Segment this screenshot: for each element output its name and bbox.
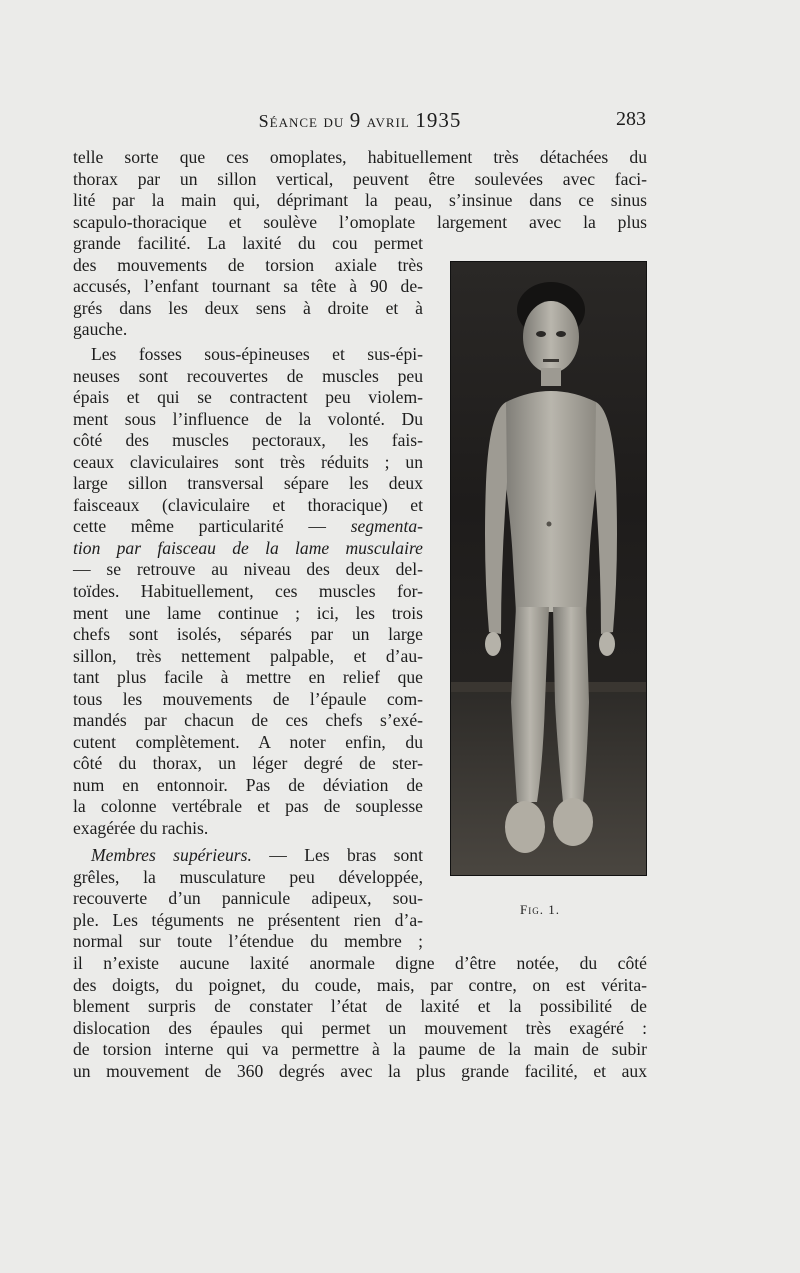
section-heading: Membres supérieurs. xyxy=(91,845,252,865)
text-line: grêles, la musculature peu développée, xyxy=(73,866,423,887)
text-line: exagérée du rachis. xyxy=(73,818,209,839)
page-number: 283 xyxy=(616,108,646,130)
text-line: un mouvement de 360 degrés avec la plus grande facilité, et aux xyxy=(73,1060,647,1081)
paragraph-3 xyxy=(73,845,423,953)
text-line: blement surpris de constater l’état de laxité et la possibilité de xyxy=(73,996,647,1017)
photograph-child-standing xyxy=(451,262,646,875)
paragraph-1 xyxy=(73,147,647,233)
text-line: tant plus facile à mettre en relief que xyxy=(73,667,423,688)
text-line xyxy=(73,845,423,867)
text-line: ple. Les téguments ne présentent rien d’a- xyxy=(73,909,423,930)
text-line: thorax par un sillon vertical, peuvent être soulevées avec faci- xyxy=(73,168,647,189)
text-line xyxy=(73,516,423,538)
text-line: toïdes. Habituellement, ces muscles for- xyxy=(73,581,423,602)
text-line: tous les mouvements de l’épaule com- xyxy=(73,688,423,709)
text-line: telle sorte que ces omoplates, habituellement très détachées du xyxy=(73,147,647,167)
header-year: 1935 xyxy=(415,108,462,132)
text-line: ment sous l’influence de la volonté. Du xyxy=(73,408,423,429)
text-line: num en entonnoir. Pas de déviation de xyxy=(73,774,423,795)
text-line: côté des muscles pectoraux, les fais- xyxy=(73,430,423,451)
text-line: large sillon transversal sépare les deux xyxy=(73,473,423,494)
text-line: lité par la main qui, déprimant la peau, s’insinue dans ce sinus xyxy=(73,190,647,211)
text-line: la colonne vertébrale et pas de souplesse xyxy=(73,796,423,817)
italic-line: tion par faisceau de la lame musculaire xyxy=(73,537,423,558)
paragraph-3-continued xyxy=(73,953,647,1082)
text-line: des mouvements de torsion axiale très xyxy=(73,254,423,275)
figure-caption: Fig. 1. xyxy=(520,902,560,917)
text-line: chefs sont isolés, séparés par un large xyxy=(73,624,423,645)
text-line: grés dans les deux sens à droite et à xyxy=(73,297,423,318)
text-line: sillon, très nettement palpable, et d’au- xyxy=(73,645,423,666)
text-line: Les fosses sous-épineuses et sus-épi- xyxy=(91,344,423,364)
text-line: des doigts, du poignet, du coude, mais, par contre, on est vérita- xyxy=(73,974,647,995)
text-span: — Les bras sont xyxy=(251,845,423,865)
text-span: cette même particularité — xyxy=(73,516,326,537)
text-line: épais et qui se contractent peu violem- xyxy=(73,387,423,408)
text-line: scapulo-thoracique et soulève l’omoplate largement avec la plus xyxy=(73,211,647,232)
text-line: gauche. xyxy=(73,319,128,340)
figure-photograph xyxy=(450,261,647,876)
header-day: 9 xyxy=(349,108,362,132)
text-line: accusés, l’enfant tournant sa tête à 90 de- xyxy=(73,276,423,297)
text-line: côté du thorax, un léger degré de ster- xyxy=(73,753,423,774)
text-line: dislocation des épaules qui permet un mouvement très exagéré : xyxy=(73,1017,647,1038)
text-line: recouverte d’un pannicule adipeux, sou- xyxy=(73,888,423,909)
text-line: ment une lame continue ; ici, les trois xyxy=(73,602,423,623)
text-line: de torsion interne qui va permettre à la paume de la main de subir xyxy=(73,1039,647,1060)
italic-span: segmenta- xyxy=(350,516,423,537)
seance-label: Séance du xyxy=(258,111,345,131)
text-line: mandés par chacun de ces chefs s’exé- xyxy=(73,710,423,731)
text-line: normal sur toute l’étendue du membre ; xyxy=(73,931,423,952)
paragraph-2 xyxy=(73,344,423,840)
text-line: grande facilité. La laxité du cou permet xyxy=(73,233,423,253)
text-line: cutent complètement. A noter enfin, du xyxy=(73,731,423,752)
text-line: neuses sont recouvertes de muscles peu xyxy=(73,365,423,386)
text-line: il n’existe aucune laxité anormale digne d’être notée, du côté xyxy=(73,953,647,973)
paragraph-1-continued xyxy=(73,233,423,341)
text-line: — se retrouve au niveau des deux del- xyxy=(73,559,423,580)
header-month: avril xyxy=(366,111,410,131)
running-title xyxy=(72,108,648,133)
text-line: ceaux claviculaires sont très réduits ; un xyxy=(73,451,423,472)
text-line: faisceaux (claviculaire et thoracique) et xyxy=(73,494,423,515)
running-header xyxy=(72,108,648,134)
